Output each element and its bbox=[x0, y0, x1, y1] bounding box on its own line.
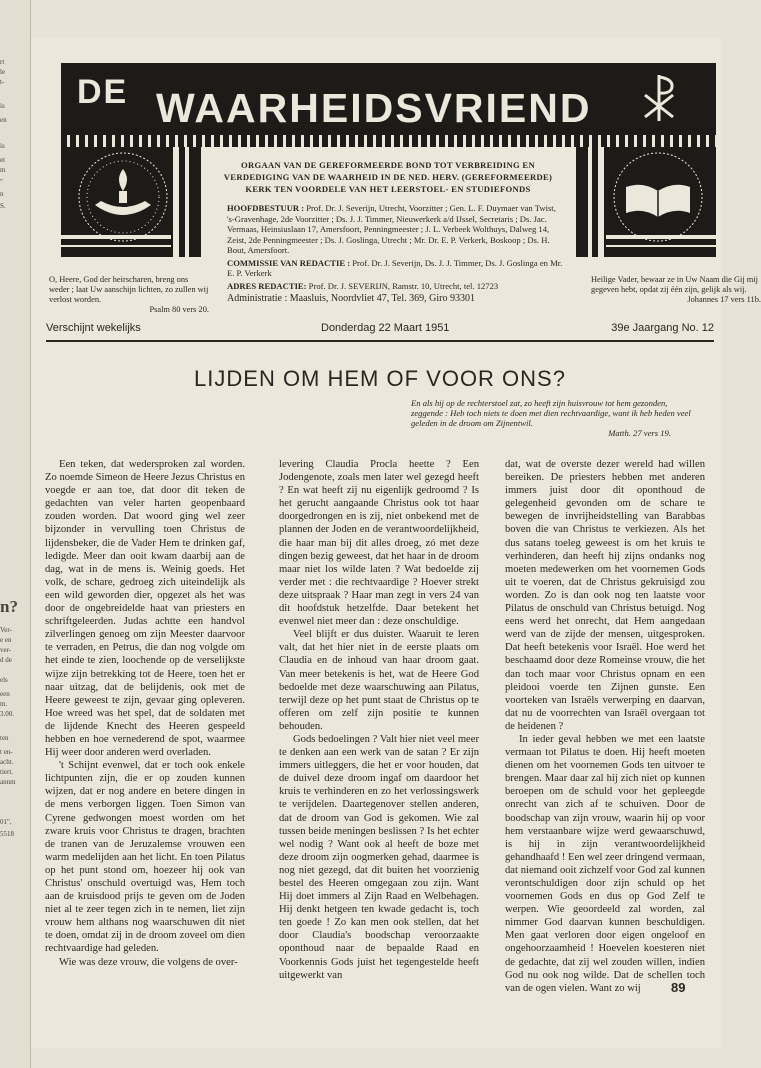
adjacent-page-fragment: 5518 bbox=[0, 830, 14, 838]
open-book-icon bbox=[576, 147, 716, 257]
paragraph: Gods bedoelingen ? Valt hier niet veel meer te denken aan een werk van de satan ? Er zijn immers uitleggers, die het er voor houden, dat de duivel deze droom ingaf om daardoor het kruis te verhinderen en zo het verlossingswerk te verijdelen. Daartegenover stellen anderen, dat de droom van God is gekomen. Wie zal tussen beide meningen beslissen ? Is het echter wel nodig ? Want ook al heeft de boze met deze droom zijn oogmerken gehad, daarmee is nog niet gezegd, dat dit buiten het voorzienig bestel des Heeren omgegaan zou zijn. Want Hij doet immers al Zijn Raad en Welbehagen. Hij denkt hetgeen ten kwade gedacht is, toch ten goede ! Zo kan men ook stellen, dat het door Claudia's boodschap veroorzaakte oponthoud naar de bepaalde Raad en Voorkennis Gods juist het tegengestelde heeft uitgewerkt van bbox=[279, 733, 479, 981]
paragraph: dat, wat de overste dezer wereld had willen bereiken. De priesters hebben met anderen immers juist door dit oponthoud de gelegenheid gevonden om de schare te bewegen de invrijheidstelling van Barabbas boven die van Christus te verkiezen. Als het dus satans toeleg geweest is om het kruis te verhinderen, dan heeft hij zijns ondanks nog moeten medewerken om het voornemen Gods uit te voeren, dat de Christus gekruisigd zou worden. Zo is dan ook nog ten laatste voor Pilatus de onschuld van Christus betuigd. Nog eens werd het onrecht, dat Hem aangedaan werd van de zijde der mensen, uitgesproken. Dat heeft betekenis voor Israël. Hoe werd het beschaamd door deze Romeinse vrouw, die het dan toch maar voor Christus opnam en een pleidooi voerde ten Zijnen gunste. Een voorteken van Israëls verwerping en daarvan, dat nu de voorrechten van Israël overgaan tot de heidenen ? bbox=[505, 459, 705, 732]
issue-date: Donderdag 22 Maart 1951 bbox=[321, 322, 450, 334]
board-listing bbox=[213, 203, 563, 256]
adjacent-page-fragment: et bbox=[0, 156, 6, 164]
lamp-emblem bbox=[61, 147, 201, 257]
article-column-1 bbox=[45, 458, 245, 969]
adjacent-page-fragment: t en- bbox=[0, 748, 13, 756]
adjacent-page-fragment: " bbox=[0, 178, 3, 186]
scripture-quote-right bbox=[591, 275, 761, 305]
adjacent-page-fragment: n bbox=[0, 190, 4, 198]
quote-right-reference: Johannes 17 vers 11b. bbox=[687, 295, 761, 304]
quote-left-text: O, Heere, God der heirscharen, breng ons weder ; laat Uw aanschijn lichten, zo zullen wij verlost worden. bbox=[49, 275, 209, 304]
adjacent-page-fragment: een bbox=[0, 690, 10, 698]
adjacent-page-fragment: m bbox=[0, 166, 6, 174]
masthead bbox=[49, 63, 761, 314]
title-banner bbox=[61, 63, 716, 135]
paragraph: In ieder geval hebben we met een laatste vermaan tot Pilatus te doen. Hij heeft moeten dienen om het voornemen Gods ten uitvoer te brengen. Maar daar zal hij zich niet op kunnen beroepen om de schuld voor het gepleegde onrecht van zich af te schuiven. Door de boodschap van zijn vrouw, waarin hij op voor hem verstaanbare wijze werd gewaarschuwd, is hij in zijn verantwoordelijkheid gehandhaafd ! Een wel zeer dringend vermaan, dat niemand ooit zichzelf voor God zal kunnen verontschuldigen door zijn schuld op het voornemen Gods en dus op God Zelf te werpen. Wie geoordeeld zal worden, zal nimmer God daarvan kunnen beschuldigen. Men gaat verloren door eigen ongeloof en ongehoorzaamheid ! Hoevelen koesteren niet de gedachte, dat zij wel zouden willen, indien God nu ook nog wilde. Dat de schellen toch van de ogen vielen. Want zo wij bbox=[505, 733, 705, 994]
dateline bbox=[46, 320, 714, 342]
adjacent-page-fragment: rt bbox=[0, 58, 5, 66]
address-listing bbox=[213, 281, 563, 292]
adjacent-page-fragment: ten bbox=[0, 734, 9, 742]
adjacent-page-fragment: is bbox=[0, 102, 5, 110]
adjacent-page-strip bbox=[0, 0, 31, 1068]
adjacent-page-fragment: en bbox=[0, 116, 7, 124]
newspaper-title: WAARHEIDSVRIEND bbox=[156, 85, 592, 131]
editorial-text: Prof. Dr. J. Severijn, Ds. J. J. Timmer, Ds. J. Goslinga en Mr. E. P. Verkerk bbox=[227, 257, 563, 278]
article-headline: LIJDEN OM HEM OF VOOR ONS? bbox=[194, 366, 566, 391]
adjacent-page-fragment: 3.00. bbox=[0, 710, 14, 718]
quote-right-text: Heilige Vader, bewaar ze in Uw Naam die Gij mij gegeven hebt, opdat zij één zijn, gelijk als wij. bbox=[591, 275, 758, 294]
editorial-label: COMMISSIE VAN REDACTIE : bbox=[227, 257, 351, 268]
article-column-2 bbox=[279, 458, 479, 982]
board-text: Prof. Dr. J. Severijn, Utrecht, Voorzitter ; Gen. L. F. Duymaer van Twist, 's-Gravenhage, 2de Voorzitter ; Ds. J. J. Timmer, Nieuwerkerk a/d IJssel, Secretaris ; Ds. Jac. Vermaas, Heinsiuslaan 17, Amersfoort, Penningmeester ; J. L. Verbeek Wolthuys, Dalweg 14, Zeist, 2de Penningmeester ; Ds. J. Goslinga, Utrecht ; Mr. Dr. E. P. Verkerk, Boskoop ; Ds. H. Bout, Amersfoort. bbox=[227, 203, 556, 255]
adjacent-page-fragment: t- bbox=[0, 78, 5, 86]
oil-lamp-icon bbox=[61, 147, 201, 257]
adjacent-page-fragment: le bbox=[0, 68, 6, 76]
adjacent-page-fragment: is bbox=[0, 142, 5, 150]
book-emblem bbox=[576, 147, 716, 257]
title-prefix: DE bbox=[77, 73, 129, 111]
adjacent-page-fragment: S. bbox=[0, 202, 6, 210]
paragraph: Veel blijft er dus duister. Waaruit te leren valt, dat het hier niet in de eerste plaats om Claudia en de inhoud van haar droom gaat. Van meer betekenis is het, wat de Heere God bedoelde met deze waarschuwing aan Pilatus, terwijl deze op het punt staat de Christus op te offeren om zelf zijn positie te kunnen behouden. bbox=[279, 629, 479, 732]
article-epigraph bbox=[411, 398, 701, 438]
paragraph: Een teken, dat wedersproken zal worden. Zo noemde Simeon de Heere Jezus Christus en voegde er aan toe, dat door dit teken de gedachten van veler harten geopenbaard zouden worden. Dat woord ging wel zeer bijzonder in vervulling toen Christus de lijdensbeker, die de Vader Hem te drinken gaf, ledigde. Meer dan ooit kwam daarbij aan de dag, wat in de mens is. Weinig goeds. Het volk, de schare, gedroeg zich uiteindelijk als een wild geworden dier, opgezet als het was door de ongebreidelde haat van priesters en schriftgeleerden. Judas achtte een handvol zilverlingen genoeg om zijn Meester daarvoor te verraden, en Petrus, die dan nog volgde om het einde te zien, loochende op de verselijkste wijze zijn betrekking tot de Heere, toen het er naar uitzag, dat de belijdenis, ook met de Heere geweest te zijn, gevaar ging opleveren. Hoe wreed was het spel, dat de soldaten met de lijdende Knecht des Heeren gespeeld hebben en hoe vernederend de spot, waarmee Hij weer door anderen werd overladen. bbox=[45, 459, 245, 759]
scripture-quote-left bbox=[49, 275, 209, 315]
adjacent-page-fragment: annm bbox=[0, 778, 16, 786]
volume-number: 39e Jaargang No. 12 bbox=[611, 322, 714, 334]
page-number: 89 bbox=[671, 980, 686, 995]
adjacent-page-fragment: n? bbox=[0, 597, 18, 616]
ornamental-band bbox=[61, 135, 716, 147]
adjacent-page-fragment: tiert. bbox=[0, 768, 14, 776]
paragraph: levering Claudia Procla heette ? Een Jodengenote, zoals men later wel gezegd heeft ? En wat heeft zij nu eigenlijk gedroomd ? Is het gerucht aangaande Christus ook tot haar doorgedrongen en is zij, niet onbekend met de plannen der Joden en de verantwoordelijkheid, die haar man bij dit alles droeg, zó met deze dingen bezig geweest, dat het haar in de droom maar niet los wilde laten ? Wat bedoelde zij verder met : die rechtvaardige ? Hoever strekt deze uitspraak ? Haar man zegt in vers 24 van dit hoofdstuk hetzelfde. Daar betekent het evenwel niet meer dan : deze onschuldige. bbox=[279, 459, 479, 628]
paragraph: Wie was deze vrouw, die volgens de over- bbox=[59, 956, 238, 968]
adjacent-page-fragment: ver- bbox=[0, 646, 12, 654]
article-column-3 bbox=[505, 458, 705, 995]
adjacent-page-fragment: acht. bbox=[0, 758, 14, 766]
adjacent-page-fragment: e en bbox=[0, 636, 12, 644]
epigraph-text: En als hij op de rechterstoel zat, zo heeft zijn huisvrouw tot hem gezonden, zeggende : Heb toch niets te doen met dien rechtvaardige, want ik heb heden veel geleden in de droom om Zijnentwil. bbox=[411, 398, 691, 428]
address-text: Prof. Dr. J. SEVERIJN, Ramstr. 10, Utrecht, tel. 12723 bbox=[308, 280, 499, 291]
adjacent-page-fragment: m. bbox=[0, 700, 8, 708]
adjacent-page-fragment: 01", bbox=[0, 818, 12, 826]
masthead-info bbox=[213, 159, 563, 315]
administration-line: Administratie : Maasluis, Noordvliet 47, Tel. 369, Giro 93301 bbox=[227, 293, 475, 304]
epigraph-reference: Matth. 27 vers 19. bbox=[608, 428, 671, 438]
board-label: HOOFDBESTUUR : bbox=[227, 203, 305, 213]
adjacent-page-fragment: els bbox=[0, 676, 8, 684]
adjacent-page-fragment: Ver- bbox=[0, 626, 12, 634]
quote-left-reference: Psalm 80 vers 20. bbox=[149, 305, 209, 314]
paragraph: 't Schijnt evenwel, dat er toch ook enkele lichtpunten zijn, die er op zouden kunnen wijzen, dat er nog andere en betere dingen in de mens verborgen liggen. Toen Simon van Cyrene gedwongen moest worden om het zware kruis voor Christus te dragen, brachten de tranen van de Jeruzalemse vrouwen een warm medelijden aan het licht. En toen Pilatus op het punt stond om, hoezeer hij ook van Christus' onschuld overtuigd was, Hem toch aan de kruisdood prijs te geven om de Joden niet al te zeer tegen zich in te nemen, liet zijn vrouw hem althans nog waarschuwen dit niet te doen, omdat zij in de droom zoveel om dien rechtvaardige had geleden. bbox=[45, 760, 245, 955]
address-label: ADRES REDACTIE: bbox=[227, 280, 307, 291]
editorial-listing bbox=[213, 258, 563, 279]
newspaper-page bbox=[31, 38, 761, 1048]
frequency-note: Verschijnt wekelijks bbox=[46, 322, 141, 334]
organ-statement: ORGAAN VAN DE GEREFORMEERDE BOND TOT VERBREIDING EN VERDEDIGING VAN DE WAARHEID IN DE NED. HERV. (GEREFORMEERDE) KERK TEN VOORDELE VAN HET LEERSTOEL- EN STUDIEFONDS bbox=[223, 160, 553, 194]
chi-rho-icon bbox=[639, 71, 679, 123]
adjacent-page-fragment: d de bbox=[0, 656, 12, 664]
